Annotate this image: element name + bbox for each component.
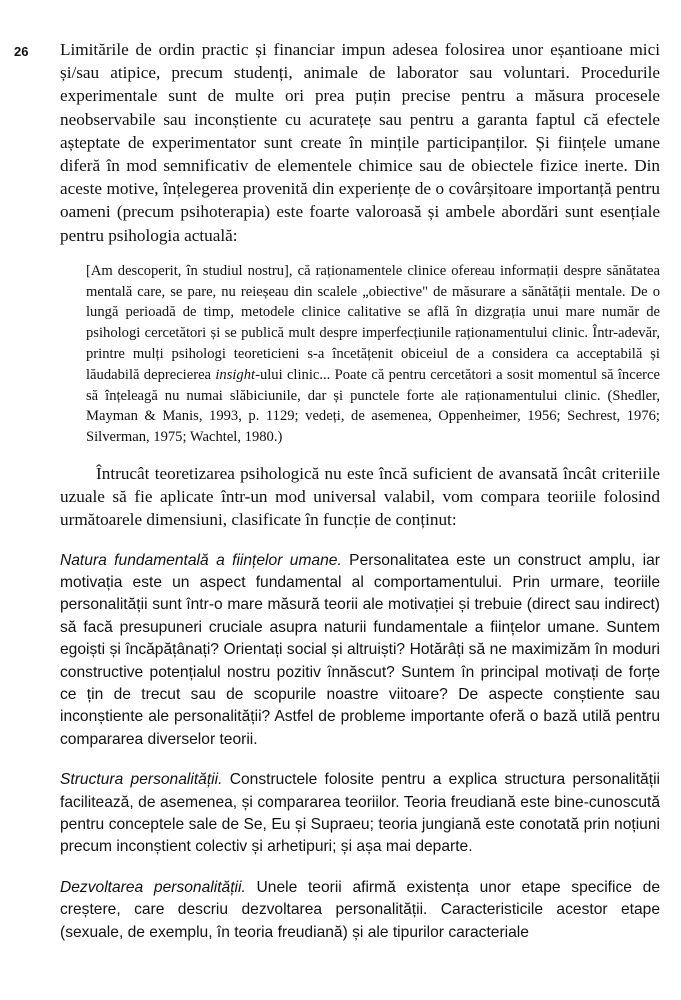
section-heading: Structura personalității. — [60, 771, 223, 789]
section-text: Unele teorii afirmă existența unor etape specifice de creștere, care descriu dezvoltarea personalității. Caracteristicile acestor etape (sexuale, de exemplu, în teoria freudiană) și ale tipurilor caracteriale — [60, 878, 660, 941]
block-quote — [86, 261, 660, 448]
page-body — [60, 38, 660, 944]
quote-text-continued: -ului clinic... Poate că pentru cercetători a sosit momentul să încerce să înțeleagă nu numai slăbiciunile, dar și punctele forte ale raționamentului clinic. (Shedler, Mayman & Manis, 1993, p. 1129; vedeți, de asemenea, Oppenheimer, 1956; Sechrest, 1976; Silverman, 1975; Wachtel, 1980.) — [86, 366, 660, 446]
section-text: Constructele folosite pentru a explica structura personalității facilitează, de asemenea, și compararea teoriilor. Teoria freudiană este bine-cunoscută pentru conceptele sale de Se, Eu și Supraeu; teoria jungiană este conotată prin noțiuni precum inconștient colectiv și arhetipuri; și așa mai departe. — [60, 771, 660, 856]
page-number: 26 — [14, 44, 29, 59]
quote-text: [Am descoperit, în studiul nostru], că raționamentele clinice ofereau informații despre sănătatea mentală care, se pare, nu reieșeau din scalele „obiective" de măsurare a sănătății mentale. De o lungă perioadă de timp, metodele clinice calitative se află în dizgrația unui mare număr de psihologi cercetători și se publică mult despre imperfecțiunile raționamentului clinic. Într-adevăr, printre mulți psihologi teoreticieni s-a încetățenit obiceiul de a considera ca acceptabilă și lăudabilă deprecierea — [86, 262, 660, 383]
section-text: Personalitatea este un construct amplu, iar motivația este un aspect fundamental al comportamentului. Prin urmare, teoriile personalității sunt într-o mare măsură teorii ale motivației și trebuie (direct sau indirect) să facă presupuneri cruciale asupra naturii fundamentale a ființelor umane. Suntem egoiști și încăpățânați? Orientați social și altruiști? Hotărâți să ne maximizăm în moduri constructive potențialul nostru pozitiv înnăscut? Suntem în principal motivați de forțe ce țin de trecut sau de scopurile noastre viitoare? De aspecte conștiente sau inconștiente ale personalității? Astfel de probleme importante oferă o bază utilă pentru compararea diverselor teorii. — [60, 551, 661, 748]
section-heading: Dezvoltarea personalității. — [60, 878, 246, 896]
section-structure — [60, 769, 660, 859]
bridge-paragraph: Întrucât teoretizarea psihologică nu este încă suficient de avansată încât criteriile uzuale să fie aplicate într-un mod universal valabil, vom compara teoriile folosind următoarele dimensiuni, clasificate în funcție de conținut: — [60, 464, 660, 530]
section-heading: Natura fundamentală a ființelor umane. — [60, 551, 342, 569]
section-development — [60, 877, 660, 944]
quote-emphasis: insight — [215, 366, 256, 383]
intro-paragraph: Limitările de ordin practic și financiar impun adesea folosirea unor eșantioane mici și/sau atipice, precum studenți, animale de laborator sau voluntari. Procedurile experimentale sunt de multe ori prea puțin precise pentru a măsura procesele neobservabile sau inconștiente cu acuratețe sau pentru a garanta faptul că efectele așteptate de experimentator sunt create în mințile participanților. Și ființele umane diferă în mod semnificativ de elementele chimice sau de obiectele fizice inerte. Din aceste motive, înțelegerea provenită din experiențe de o covârșitoare importanță pentru oameni (precum psihoterapia) este foarte valoroasă și ambele abordări sunt esențiale pentru psihologia actuală: — [60, 40, 660, 245]
section-human-nature — [60, 550, 660, 752]
